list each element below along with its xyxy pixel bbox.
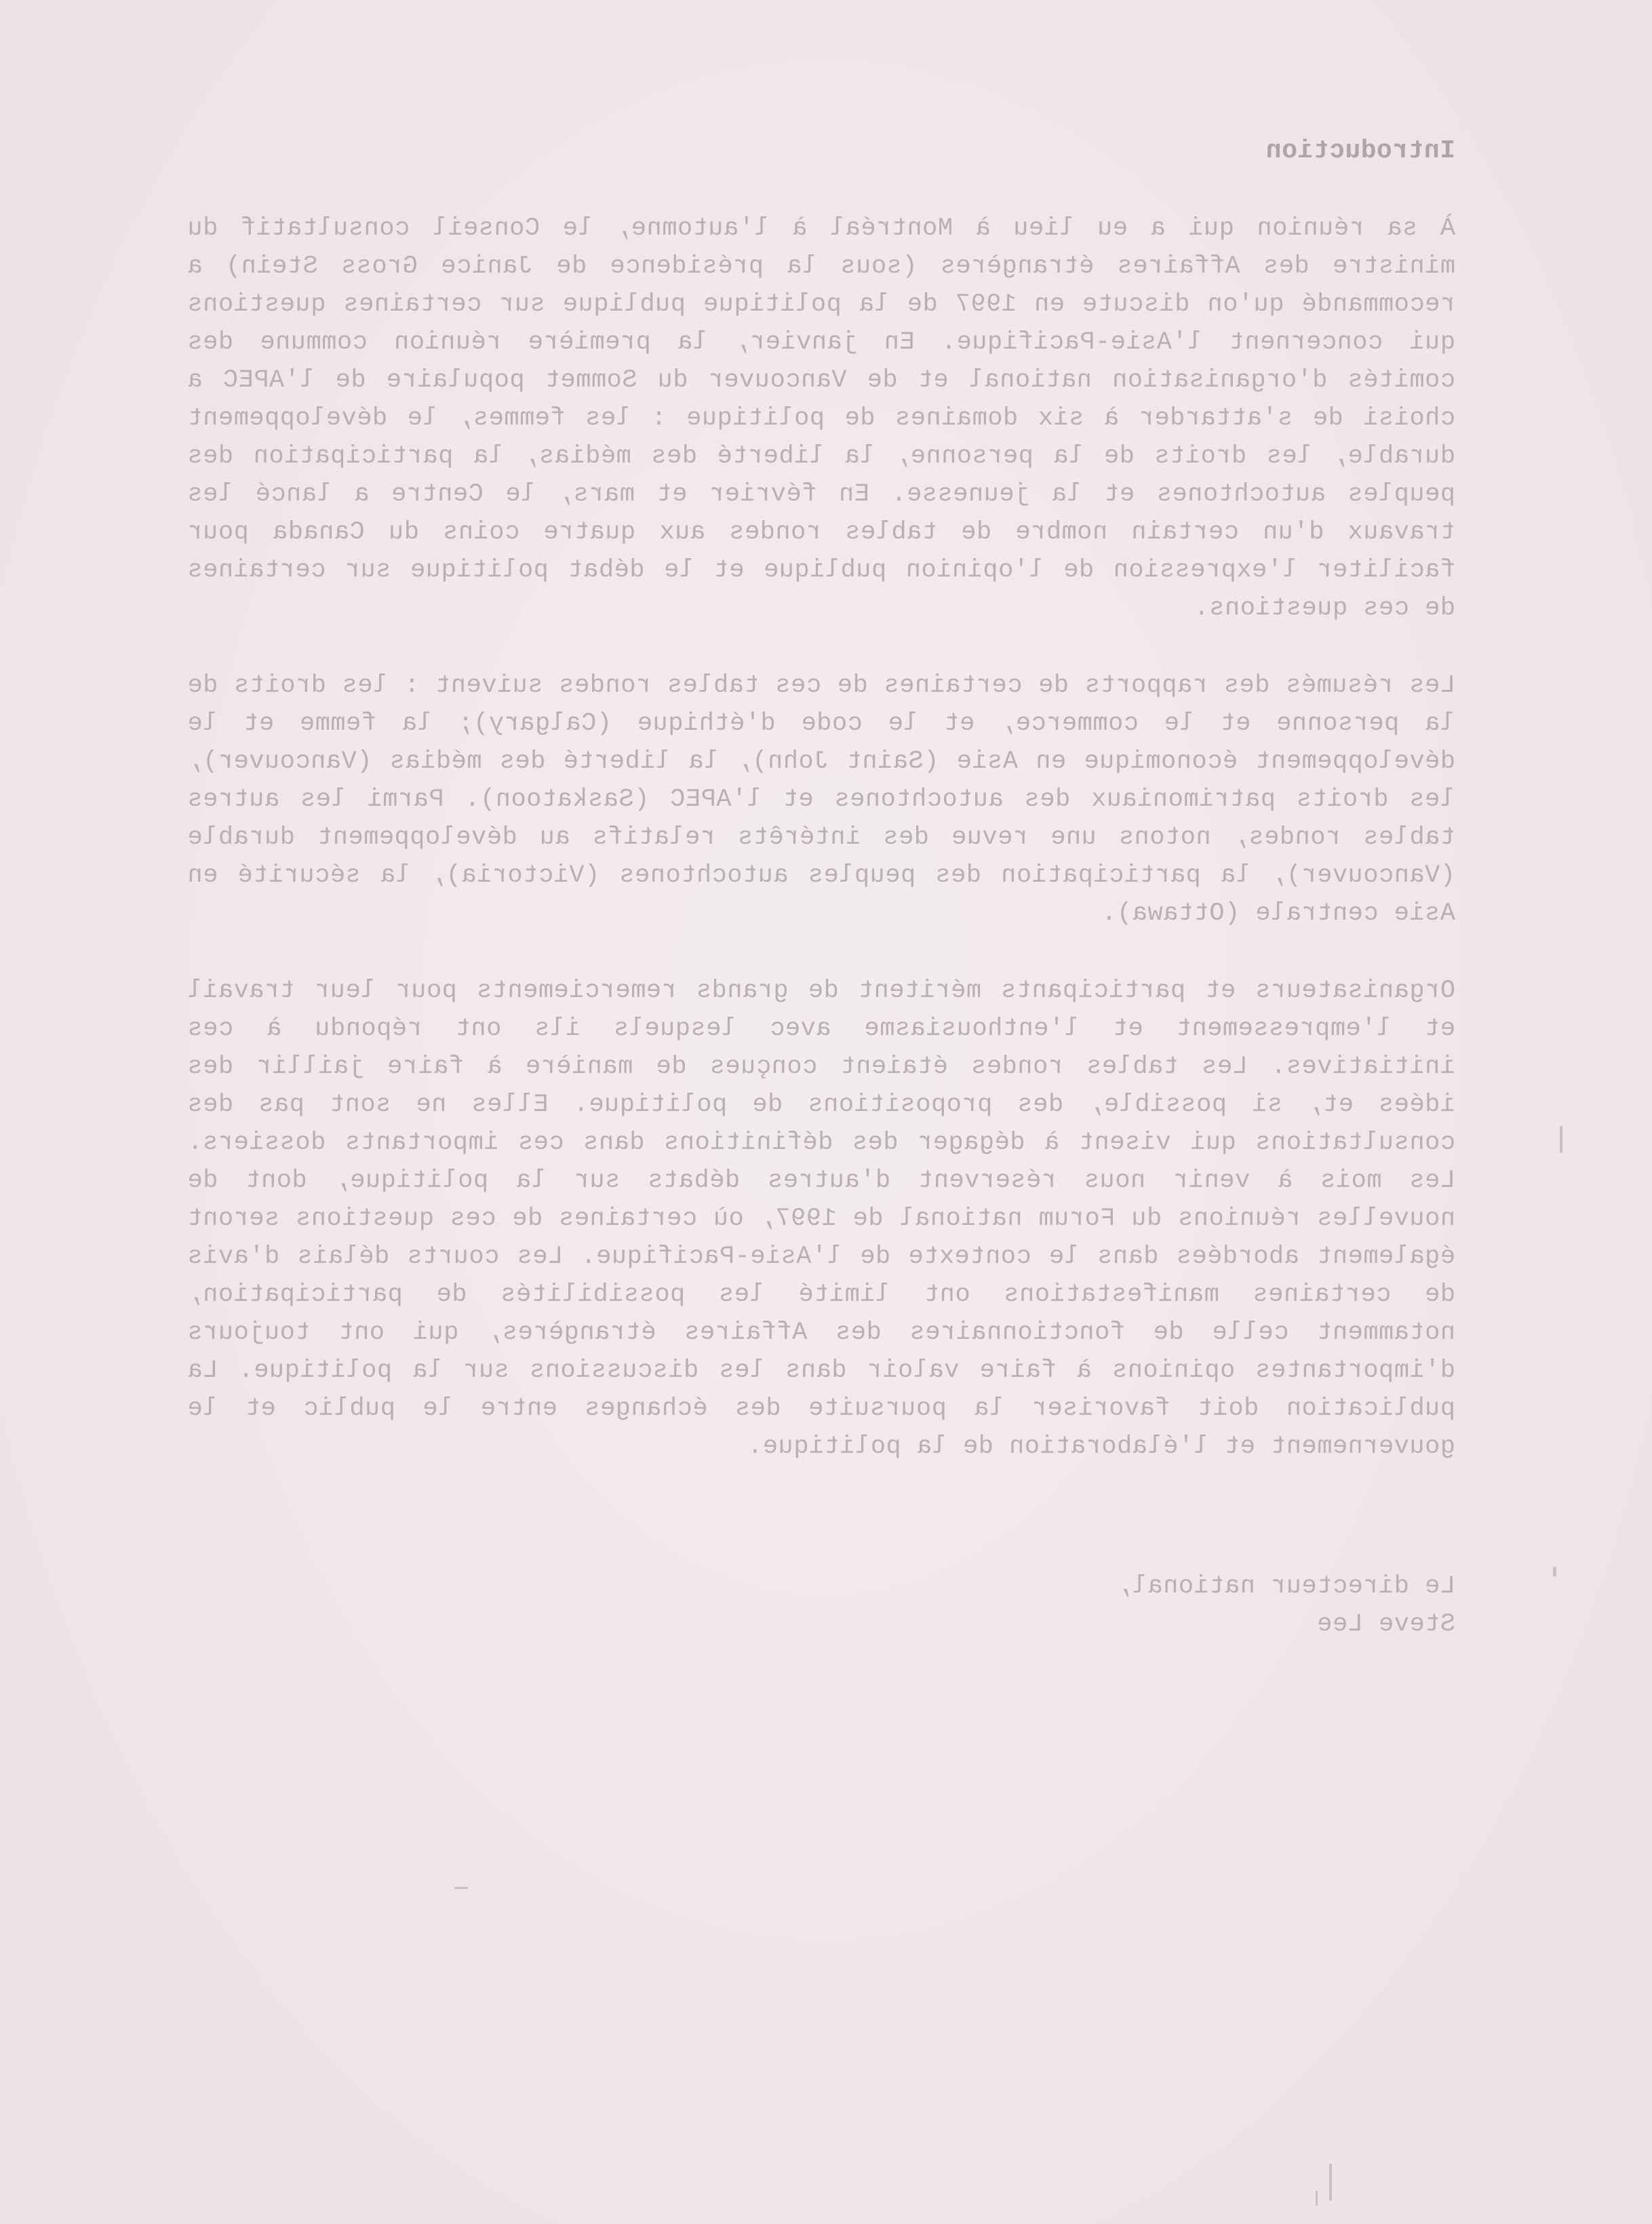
scan-speck	[1560, 1126, 1562, 1153]
signature-block	[187, 1567, 1455, 1643]
document-body	[187, 132, 1455, 1643]
scan-speck	[1553, 1567, 1556, 1576]
signatory-name: Steve Lee	[1316, 1610, 1455, 1639]
closing-line: Le directeur national,	[1116, 1572, 1455, 1601]
paragraph-1: À sa réunion qui a eu lieu à Montréal à l'automne, le Conseil consultatif du ministre des Affaires étrangères (sous la présidence de Janice Gross Stein) a recommandé qu'on discute en 1997 de la politique publique sur certaines questions qui concernent l'Asie-Pacifique. En janvier, la première réunion commune des comités d'organisation national et de Vancouver du Sommet populaire de l'APEC a choisi de s'attarder à six domaines de politique : les femmes, le développement durable, les droits de la personne, la liberté des médias, la participation des peuples autochtones et la jeunesse. En février et mars, le Centre a lancé les travaux d'un certain nombre de tables rondes aux quatre coins du Canada pour faciliter l'expression de l'opinion publique et le débat politique sur certaines de ces questions.	[187, 214, 1455, 623]
scan-speck	[1316, 2191, 1318, 2206]
document-title: Introduction	[1265, 136, 1455, 165]
paragraph-2: Les résumés des rapports de certaines de ces tables rondes suivent : les droits de la personne et le commerce, et le code d'éthique (Calgary); la femme et le développement économique en Asie (Saint John), la liberté des médias (Vancouver), les droits patrimoniaux des autochtones et l'APEC (Saskatoon). Parmi les autres tables rondes, notons une revue des intérêts relatifs au développement durable (Vancouver), la participation des peuples autochtones (Victoria), la sécurité en Asie centrale (Ottawa).	[187, 671, 1455, 928]
scan-speck	[454, 1887, 468, 1889]
scan-speck	[1329, 2164, 1332, 2201]
paragraph-3: Organisateurs et participants méritent de grands remerciements pour leur travail et l'empressement et l'enthousiasme avec lesquels ils ont répondu à ces initiatives. Les tables rondes étaient conçues de manière à faire jaillir des idées et, si possible, des propositions de politique. Elles ne sont pas des consultations qui visent à dégager des définitions dans ces importants dossiers. Les mois à venir nous réservent d'autres débats sur la politique, dont de nouvelles réunions du Forum national de 1997, où certaines de ces questions seront également abordées dans le contexte de l'Asie-Pacifique. Les courts délais d'avis de certaines manifestations ont limité les possibilités de participation, notamment celle de fonctionnaires des Affaires étrangères, qui ont toujours d'importantes opinions à faire valoir dans les discussions sur la politique. La publication doit favoriser la poursuite des échanges entre le public et le gouvernement et l'élaboration de la politique.	[187, 977, 1455, 1461]
